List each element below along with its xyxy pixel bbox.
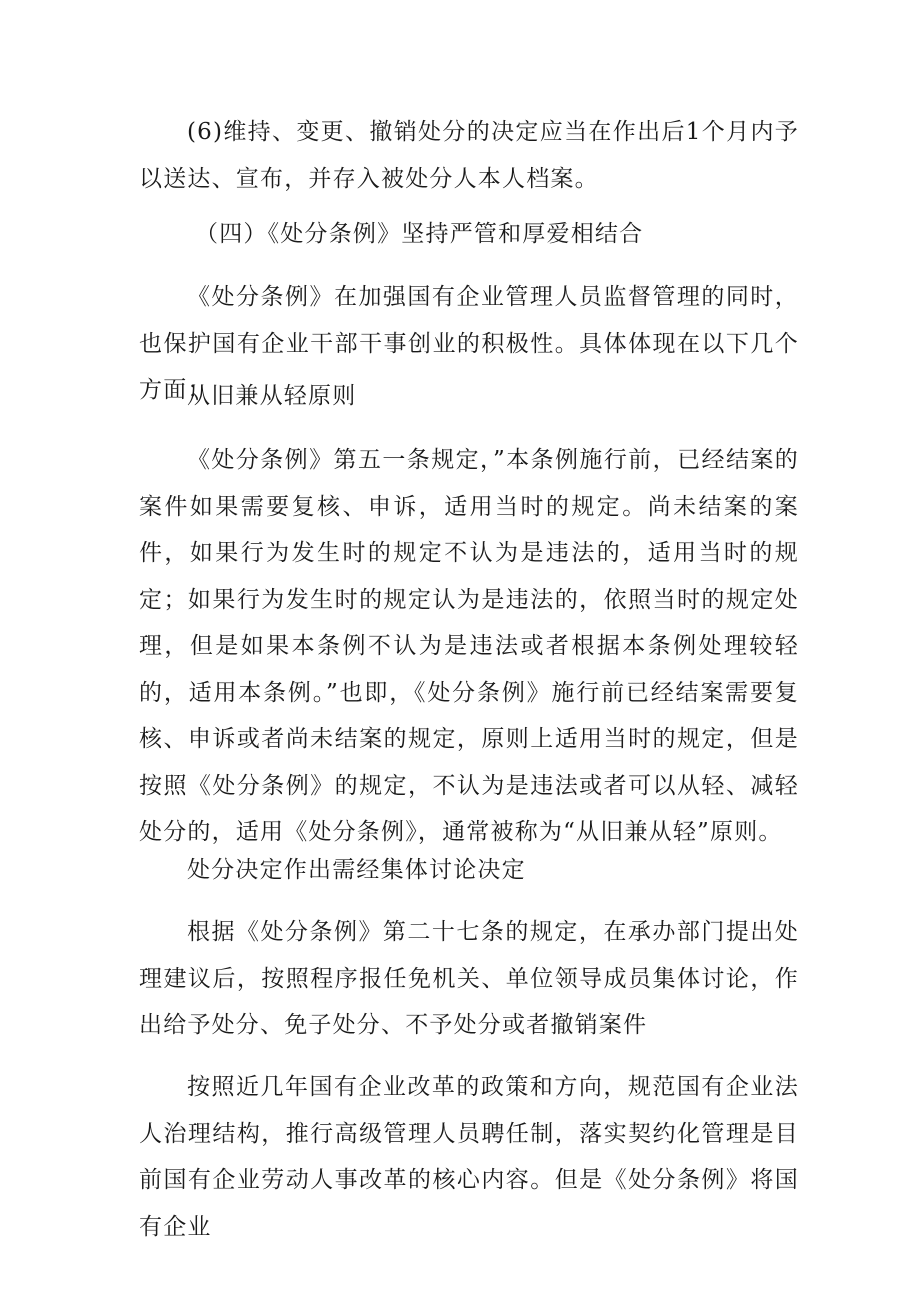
paragraph-article-27: 根据《处分条例》第二十七条的规定，在承办部门提出处理建议后，按照程序报任免机关、单位领导成员集体讨论，作出给予处分、免子处分、不予处分或者撤销案件	[139, 919, 799, 1038]
paragraph-protect-enthusiasm: 《处分条例》在加强国有企业管理人员监督管理的同时，也保护国有企业干部干事创业的积极性。具体体现在以下几个方面：	[139, 284, 799, 403]
section-heading-strict-and-care: （四）《处分条例》坚持严管和厚爱相结合	[195, 221, 644, 247]
paragraph-sanction-delivery: (6)维持、变更、撤销处分的决定应当在作出后1个月内予以送达、宣布，并存入被处分人本人档案。	[139, 119, 799, 192]
subheading-old-and-lighter-principle: 从旧兼从轻原则	[187, 383, 357, 409]
paragraph-article-51: 《处分条例》第五一条规定，”本条例施行前，已经结案的案件如果需要复核、申诉，适用当时的规定。尚未结案的案件，如果行为发生时的规定不认为是违法的，适用当时的规定；如果行为发生时的规定认为是违法的，依照当时的规定处理，但是如果本条例不认为是违法或者根据本条例处理较轻的，适用本条例。”也即，《处分条例》施行前已经结案需要复核、申诉或者尚未结案的规定，原则上适用当时的规定，但是按照《处分条例》的规定，不认为是违法或者可以从轻、减轻处分的，适用《处分条例》，通常被称为“从旧兼从轻”原则。	[139, 447, 799, 845]
subheading-collective-decision: 处分决定作出需经集体讨论决定	[187, 857, 526, 883]
paragraph-soe-reform: 按照近几年国有企业改革的政策和方向，规范国有企业法人治理结构，推行高级管理人员聘任制，落实契约化管理是目前国有企业劳动人事改革的核心内容。但是《处分条例》将国有企业	[139, 1074, 799, 1240]
